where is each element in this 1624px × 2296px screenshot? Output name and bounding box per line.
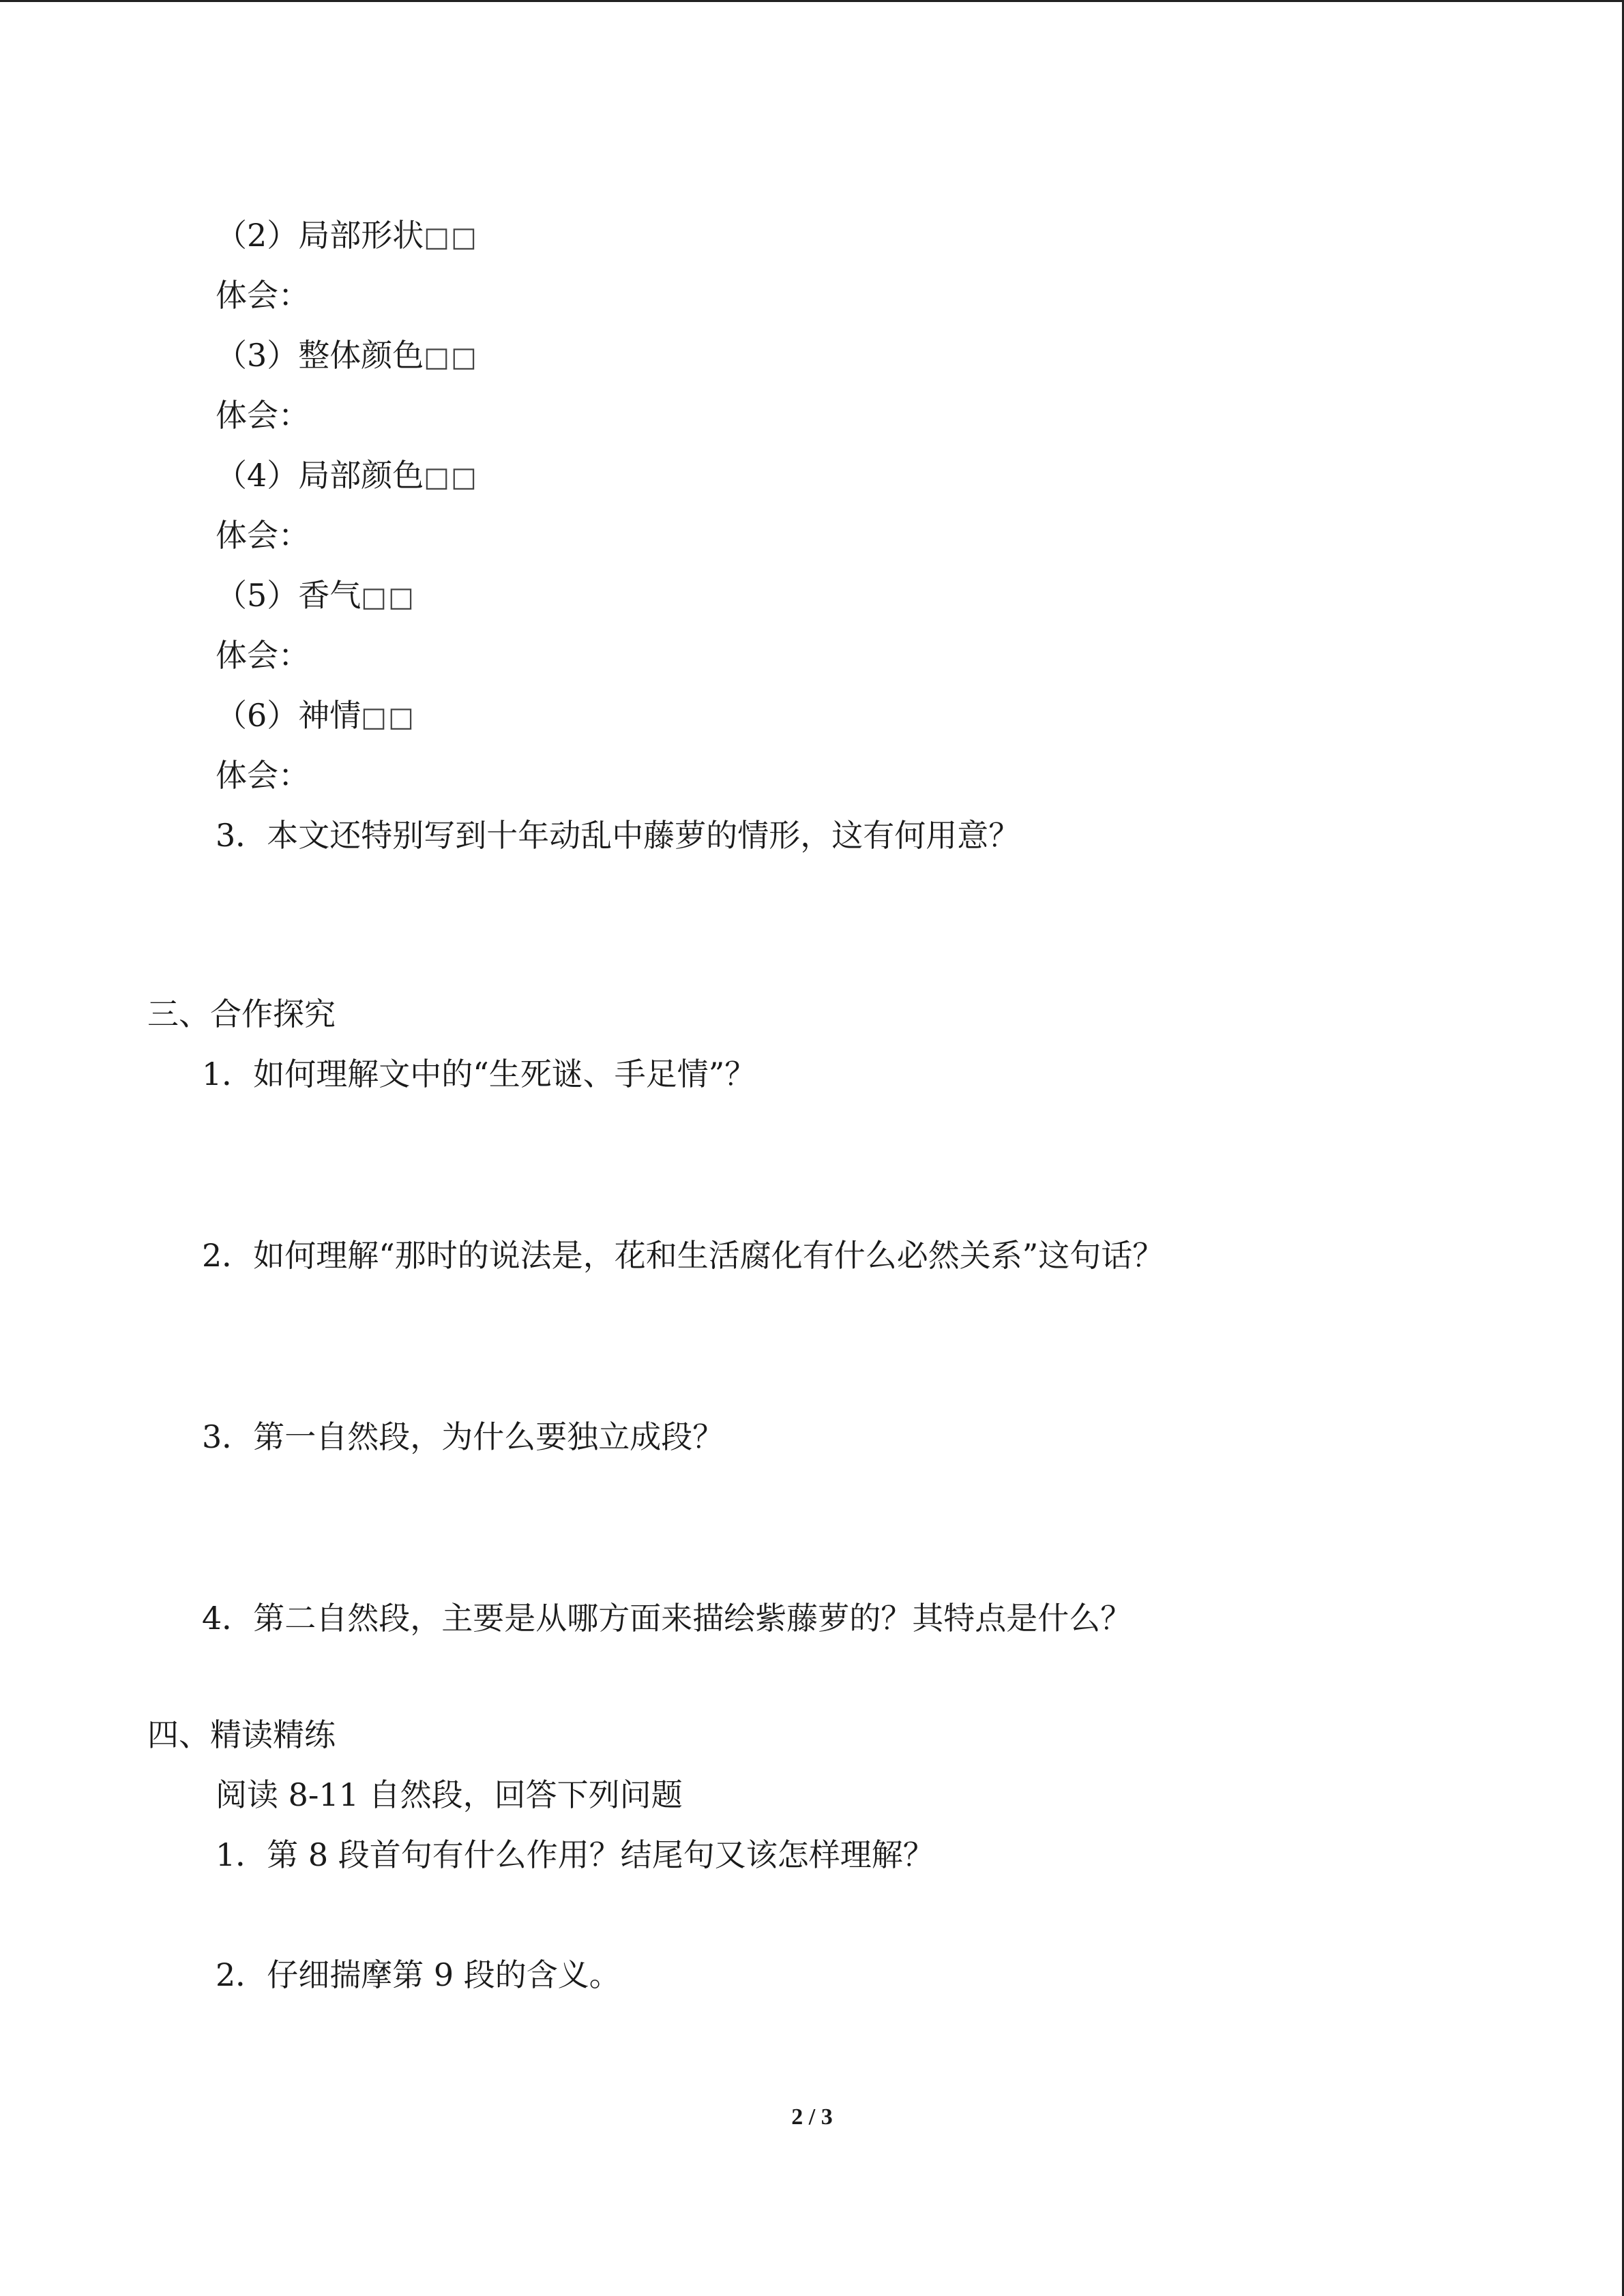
section-title-cooperative-inquiry: 三、合作探究 bbox=[147, 996, 336, 1032]
item-feeling: 体会： bbox=[216, 757, 310, 794]
item-feeling: 体会： bbox=[216, 277, 310, 314]
question-part2-3: 3．本文还特别写到十年动乱中藤萝的情形，这有何用意？ bbox=[216, 817, 1020, 854]
page-number: 2 / 3 bbox=[791, 2104, 833, 2130]
item-feeling: 体会： bbox=[216, 637, 310, 674]
item-expression: （6）神情□□ bbox=[216, 697, 415, 734]
blank-boxes: □□ bbox=[424, 462, 478, 493]
question-section3-4: 4．第二自然段，主要是从哪方面来描绘紫藤萝的？其特点是什么？ bbox=[202, 1600, 1132, 1637]
section4-intro: 阅读 8-11 自然段，回答下列问题 bbox=[216, 1776, 683, 1813]
item-overall-color: （3）整体颜色□□ bbox=[216, 337, 478, 374]
item-feeling: 体会： bbox=[216, 517, 310, 554]
item-local-color: （4）局部颜色□□ bbox=[216, 457, 478, 494]
blank-boxes: □□ bbox=[361, 582, 415, 613]
blank-boxes: □□ bbox=[361, 702, 415, 733]
item-local-shape: （2）局部形状□□ bbox=[216, 217, 478, 254]
blank-boxes: □□ bbox=[424, 222, 478, 253]
section-title-close-reading: 四、精读精练 bbox=[147, 1716, 336, 1753]
item-feeling: 体会： bbox=[216, 397, 310, 434]
question-section3-1: 1．如何理解文中的“生死谜、手足情”？ bbox=[202, 1056, 756, 1092]
blank-boxes: □□ bbox=[424, 342, 478, 373]
question-section3-2: 2．如何理解“那时的说法是，花和生活腐化有什么必然关系”这句话？ bbox=[202, 1237, 1164, 1274]
item-fragrance: （5）香气□□ bbox=[216, 577, 415, 614]
question-section4-2: 2．仔细揣摩第 9 段的含义。 bbox=[216, 1956, 621, 1993]
page-top-border bbox=[0, 0, 1624, 2]
question-section4-1: 1．第 8 段首句有什么作用？结尾句又该怎样理解？ bbox=[216, 1836, 934, 1873]
question-section3-3: 3．第一自然段，为什么要独立成段？ bbox=[202, 1418, 724, 1455]
